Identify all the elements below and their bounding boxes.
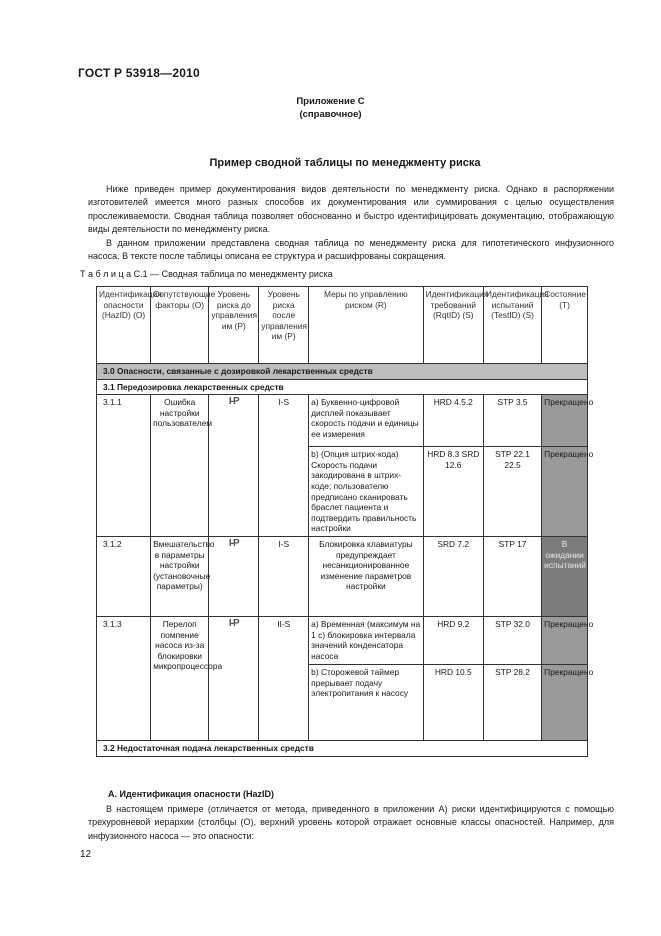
- test-id: STP 32.0: [483, 616, 541, 664]
- table-header-row: [97, 287, 588, 364]
- col-header-risk-after: Уровень риска после управления им (P): [259, 287, 309, 364]
- hazard-id: 3.1.2: [97, 536, 151, 616]
- col-header-factors: Сопутствующие факторы (O): [151, 287, 209, 364]
- status-cell: Прекращено: [542, 616, 588, 664]
- test-id: STP 17: [483, 536, 541, 616]
- requirement-id: HRD 10.5: [423, 664, 483, 740]
- risk-after: II-S: [259, 616, 309, 740]
- intro-paragraph-2: В данном приложении представлена сводная таблица по менеджменту риска для гипотетического инфузионного насоса. В тексте после таблицы описана ее структура и расшифрованы сокращения.: [88, 237, 614, 262]
- section-title: Пример сводной таблицы по менеджменту риска: [209, 157, 481, 169]
- test-id: STP 3.5: [483, 395, 541, 447]
- status-cell: Прекращено: [542, 447, 588, 537]
- status-cell: Прекращено: [542, 395, 588, 447]
- requirement-id: SRD 7.2: [423, 536, 483, 616]
- requirement-id: HRD 8.3 SRD 12.6: [423, 447, 483, 537]
- col-header-rqtid: Идентификация требований (RqtID) (S): [423, 287, 483, 364]
- risk-measure: b) (Опция штрих-кода) Скорость подачи закодирована в штрих-коде; пользователю предписано сканировать браслет пациента и подтвердить правильность настройки: [309, 447, 423, 537]
- section-row: [97, 740, 588, 756]
- risk-after: I-S: [259, 395, 309, 537]
- risk-before: I-P: [209, 616, 259, 740]
- risk-before: I-P: [209, 395, 259, 537]
- contributing-factor: Перелоп помпение насоса из-за блокировки микропроцессора: [151, 616, 209, 740]
- standard-header: ГОСТ Р 53918—2010: [78, 66, 200, 80]
- test-id: STP 22.1 22.5: [483, 447, 541, 537]
- annex-subtitle: (справочное): [299, 109, 362, 120]
- subsection-a-paragraph: В настоящем примере (отличается от метода, приведенного в приложении А) риски идентифицируются с помощью трехуровневой иерархии (столбцы (O), верхний уровень которой отражает основные классы опасностей. Например, для инфузионного насоса — это опасности:: [88, 804, 614, 841]
- col-header-measures: Меры по управлению риском (R): [309, 287, 423, 364]
- risk-measure: Блокировка клавиатуры предупреждает несанкционированное изменение параметров настройки: [309, 536, 423, 616]
- section-3-0: 3.0 Опасности, связанные с дозировкой лекарственных средств: [97, 364, 588, 380]
- intro-text: [88, 183, 614, 263]
- section-row: [97, 379, 588, 395]
- risk-after: I-S: [259, 536, 309, 616]
- hazard-id: 3.1.1: [97, 395, 151, 537]
- hazard-id: 3.1.3: [97, 616, 151, 740]
- risk-measure: а) Буквенно-цифровой дисплей показывает скорость подачи и единицы ее измерения: [309, 395, 423, 447]
- col-header-hazid: Идентификация опасности (HazID) (O): [97, 287, 151, 364]
- subsection-a-title: А. Идентификация опасности (HazID): [108, 789, 275, 799]
- section-3-1: 3.1 Передозировка лекарственных средств: [97, 379, 588, 395]
- risk-before: I-P: [209, 536, 259, 616]
- table-row: [97, 616, 588, 664]
- table-caption: Т а б л и ц а С.1 — Сводная таблица по менеджменту риска: [80, 269, 333, 279]
- requirement-id: HRD 9.2: [423, 616, 483, 664]
- subsection-a-text: [88, 803, 614, 843]
- test-id: STP 28.2: [483, 664, 541, 740]
- status-cell: Прекращено: [542, 664, 588, 740]
- risk-measure: а) Временная (максимум на 1 с) блокировка интервала значений конденсатора насоса: [309, 616, 423, 664]
- col-header-risk-before: Уровень риска до управления им (P): [209, 287, 259, 364]
- requirement-id: HRD 4.5.2: [423, 395, 483, 447]
- risk-summary-table: [96, 286, 594, 757]
- page-number: 12: [80, 849, 92, 860]
- col-header-status: Состояние (T): [542, 287, 588, 364]
- contributing-factor: Вмешательство в параметры настройки (установочные параметры): [151, 536, 209, 616]
- risk-measure: b) Сторожевой таймер прерывает подачу электропитания к насосу: [309, 664, 423, 740]
- col-header-testid: Идентификация испытаний (TestID) (S): [483, 287, 541, 364]
- table-row: [97, 395, 588, 447]
- contributing-factor: Ошибка настройки пользователем: [151, 395, 209, 537]
- annex-title: Приложение С: [296, 96, 365, 107]
- section-row: [97, 364, 588, 380]
- section-3-2: 3.2 Недостаточная подача лекарственных средств: [97, 740, 588, 756]
- intro-paragraph-1: Ниже приведен пример документирования видов деятельности по менеджменту риска. Однако в распоряжении изготовителей имеется много разных способов их документирования или суммирования с целью осуществления прослеживаемости. Сводная таблица позволяет обоснованно и быстро идентифицировать документацию, отображающую виды деятельности по менеджменту риска.: [88, 184, 614, 235]
- status-cell: В ожидании испытаний: [542, 536, 588, 616]
- table-row: [97, 536, 588, 616]
